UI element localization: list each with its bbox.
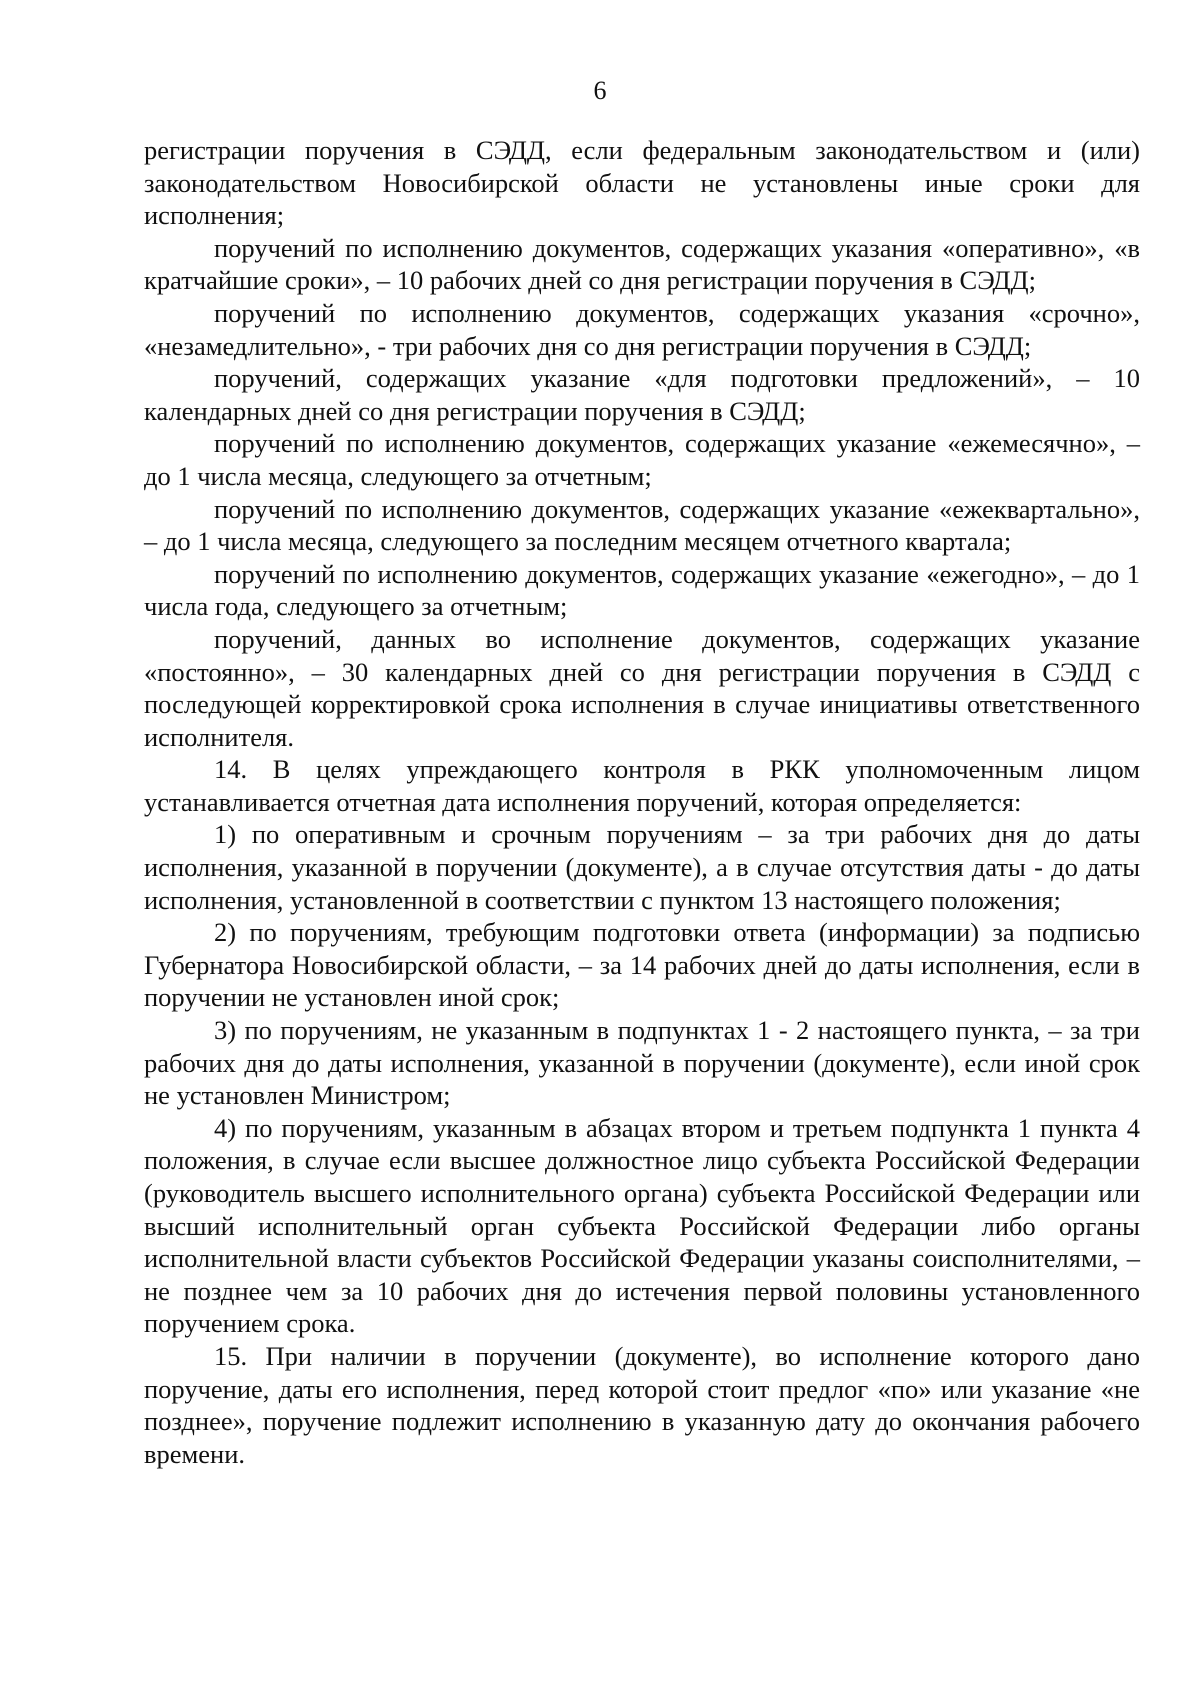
clause-15: 15. При наличии в поручении (документе), во исполнение которого дано поручение, даты его исполнения, перед которой стоит предлог «по» или указание «не позднее», поручение подлежит исполнению в указанную дату до окончания рабочего времени.	[144, 1340, 1140, 1469]
document-body	[144, 134, 1140, 1470]
paragraph-ezhegodno: поручений по исполнению документов, содержащих указание «ежегодно», – до 1 числа года, следующего за отчетным;	[144, 558, 1140, 622]
clause-14-item-3: 3) по поручениям, не указанным в подпунктах 1 - 2 настоящего пункта, – за три рабочих дня до даты исполнения, указанной в поручении (документе), если иной срок не установлен Министром;	[144, 1015, 1140, 1111]
paragraph-postoyanno: поручений, данных во исполнение документов, содержащих указание «постоянно», – 30 календарных дней со дня регистрации поручения в СЭДД с последующей корректировкой срока исполнения в случае инициативы ответственного исполнителя.	[144, 623, 1140, 752]
paragraph-ezhekvartalno: поручений по исполнению документов, содержащих указание «ежеквартально», – до 1 числа месяца, следующего за последним месяцем отчетного квартала;	[144, 493, 1140, 557]
paragraph-srochno: поручений по исполнению документов, содержащих указания «срочно», «незамедлительно», - три рабочих дня со дня регистрации поручения в СЭДД;	[144, 297, 1140, 361]
paragraph-ezhemesyachno: поручений по исполнению документов, содержащих указание «ежемесячно», – до 1 числа месяца, следующего за отчетным;	[144, 428, 1140, 491]
clause-14-item-1: 1) по оперативным и срочным поручениям – за три рабочих дня до даты исполнения, указанной в поручении (документе), а в случае отсутствия даты - до даты исполнения, установленной в соответствии с пунктом 13 настоящего положения;	[144, 819, 1140, 915]
clause-14-item-4: 4) по поручениям, указанным в абзацах втором и третьем подпункта 1 пункта 4 положения, в случае если высшее должностное лицо субъекта Российской Федерации (руководитель высшего исполнительного органа) субъекта Российской Федерации или высший исполнительный орган субъекта Российской Федерации либо органы исполнительной власти субъектов Российской Федерации указаны соисполнителями, – не позднее чем за 10 рабочих дня до истечения первой половины установленного поручением срока.	[144, 1112, 1140, 1339]
paragraph-predlozheniya: поручений, содержащих указание «для подготовки предложений», – 10 календарных дней со дня регистрации поручения в СЭДД;	[144, 363, 1140, 426]
paragraph-operativno: поручений по исполнению документов, содержащих указания «оперативно», «в кратчайшие сроки», – 10 рабочих дней со дня регистрации поручения в СЭДД;	[144, 232, 1140, 296]
page-number: 6	[593, 76, 607, 105]
clause-14: 14. В целях упреждающего контроля в РКК уполномоченным лицом устанавливается отчетная дата исполнения поручений, которая определяется:	[144, 754, 1140, 817]
paragraph-continuation: регистрации поручения в СЭДД, если федеральным законодательством и (или) законодательством Новосибирской области не установлены иные сроки для исполнения;	[144, 135, 1140, 231]
clause-14-item-2: 2) по поручениям, требующим подготовки ответа (информации) за подписью Губернатора Новосибирской области, – за 14 рабочих дней до даты исполнения, если в поручении не установлен иной срок;	[144, 917, 1140, 1013]
